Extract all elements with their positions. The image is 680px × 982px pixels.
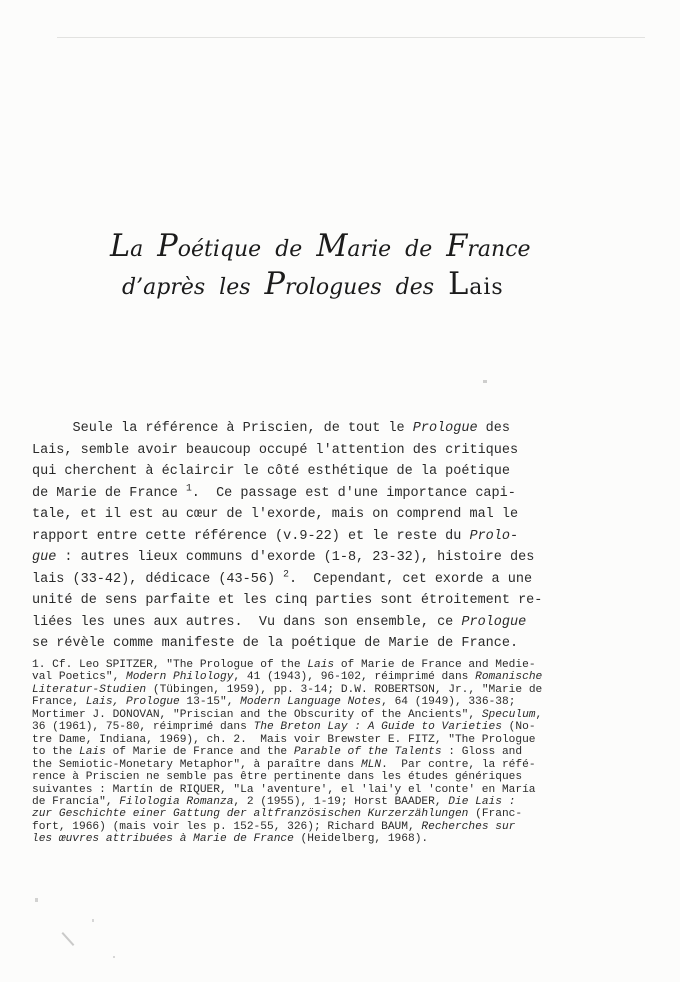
text-segment: Seule la référence à Priscien, de tout le (32, 421, 413, 436)
text-segment: lais (33-42), dédicace (43-56) (32, 571, 284, 587)
text-segment: La Poétique de Marie de France (110, 229, 531, 264)
text-segment: of Marie de France and Medie- (334, 659, 536, 671)
text-segment: , 64 (1949), 336-38; (381, 696, 516, 709)
text-line (32, 418, 542, 440)
text-segment: Prologue (412, 421, 478, 436)
text-segment: tale, et il est au cœur de l'exorde, mais on comprend mal le (32, 507, 519, 522)
text-segment: rence à Priscien ne semble pas être pertinente dans les études génériques (32, 771, 523, 784)
text-line (32, 734, 542, 746)
text-segment: of Marie de France and the (105, 746, 294, 759)
text-segment: Parable of the Talents (293, 746, 442, 759)
text-segment: Modern Philology (126, 671, 234, 684)
text-segment: . Ce passage est d'une importance capi- (191, 485, 516, 501)
text-segment: se révèle comme manifeste de la poétique de Marie de France. (32, 636, 519, 651)
text-segment: rapport entre cette référence (v.9-22) et le reste du (32, 528, 470, 544)
text-segment: Modern Language Notes (240, 696, 382, 709)
text-segment: , 41 (1943), 96-102, réimprimé dans (233, 671, 476, 684)
text-segment: 1 (185, 482, 192, 493)
text-segment: (Tübingen, 1959), pp. 3-14; D.W. ROBERTSON, Jr., "Marie de (146, 683, 543, 696)
text-line (32, 784, 542, 796)
text-segment: de Marie de France (32, 485, 186, 501)
text-line (32, 612, 542, 634)
text-segment: 2 (283, 568, 289, 579)
text-segment: (Heidelberg, 1968). (293, 833, 429, 846)
text-segment: France, (32, 696, 86, 709)
scan-artifact (62, 932, 75, 946)
text-segment: val Poetics", (32, 671, 126, 684)
text-segment: . Par contre, la réfé- (381, 758, 536, 771)
text-segment: Die Lais : (448, 795, 516, 808)
text-line (32, 526, 542, 548)
page-top-rule (57, 37, 645, 38)
text-line (32, 590, 542, 612)
text-segment: Speculum (481, 708, 536, 721)
text-line (32, 504, 542, 526)
text-line (32, 547, 542, 569)
footnote-block (32, 659, 542, 846)
text-segment: (No- (501, 721, 536, 734)
scan-artifact (113, 956, 115, 958)
text-line (32, 721, 542, 733)
text-line (32, 746, 542, 758)
text-line (32, 771, 542, 783)
text-segment: unité de sens parfaite et les cinq parties sont étroitement re- (32, 593, 543, 608)
text-segment: Lais, Prologue (85, 696, 180, 709)
text-segment: Prolo- (469, 528, 519, 544)
text-segment: suivantes : Martín de RIQUER, "La 'aventure', el 'lai'y el 'conte' en María (32, 783, 536, 796)
text-segment: Mortimer J. DONOVAN, "Priscian and the Obscurity of the Ancients", (32, 708, 482, 721)
text-segment: Lais (448, 267, 504, 302)
text-segment: 1. Cf. Leo SPITZER, "The Prologue of the (32, 659, 308, 671)
text-segment: liées les unes aux autres. Vu dans son ensemble, ce (32, 614, 462, 630)
text-line (32, 821, 542, 833)
text-line (32, 440, 542, 462)
text-segment: Prologue (461, 614, 527, 630)
scan-artifact (483, 380, 487, 383)
text-segment: : Gloss and (441, 746, 523, 759)
text-segment: Literatur-Studien (32, 683, 147, 696)
text-segment: to the (32, 746, 79, 759)
text-segment: : autres lieux communs d'exorde (1-8, 23-32), histoire des (56, 550, 535, 565)
text-segment: Lais (307, 659, 335, 671)
text-segment: qui cherchent à éclaircir le côté esthétique de la poétique (32, 464, 510, 479)
text-line (32, 833, 542, 845)
text-segment: Lais, semble avoir beaucoup occupé l'attention des critiques (32, 442, 519, 458)
scan-artifact (35, 898, 38, 902)
text-segment: 13-15", (179, 696, 241, 709)
scan-artifact (92, 919, 94, 922)
text-segment: les œuvres attribuées à Marie de France (32, 833, 294, 846)
text-segment: , (535, 708, 543, 721)
text-segment: Filologia Romanza (119, 795, 234, 808)
text-line (32, 709, 542, 721)
body-paragraph (32, 418, 542, 655)
text-line (32, 483, 542, 505)
text-line (32, 684, 542, 696)
article-title-line-1 (110, 229, 531, 265)
text-line (32, 461, 542, 483)
text-segment: . Cependant, cet exorde a une (289, 571, 533, 587)
text-line (32, 633, 542, 655)
text-segment: Recherches sur (421, 820, 516, 833)
text-segment: , 2 (1955), 1-19; Horst BAADER, (233, 795, 449, 808)
text-line (32, 796, 542, 808)
text-segment: des (477, 421, 510, 436)
text-segment: gue (32, 550, 57, 565)
text-segment: Romanische (475, 671, 543, 684)
text-line (32, 671, 542, 683)
text-segment: 36 (1961), 75-80, réimprimé dans (32, 721, 254, 734)
text-segment: the Semiotic-Monetary Metaphor", à paraître dans (32, 758, 361, 771)
text-segment: d’après les Prologues des (122, 267, 435, 302)
text-segment: The Breton Lay : A Guide to Varieties (253, 721, 502, 734)
text-segment: de Francía", (32, 795, 120, 808)
article-title-line-2 (122, 267, 504, 303)
text-segment: MLN (360, 758, 382, 771)
text-line (32, 659, 542, 671)
text-segment: Lais (79, 746, 106, 759)
text-line (32, 759, 542, 771)
text-line (32, 808, 542, 820)
text-segment: (Franc- (468, 808, 523, 821)
text-segment: fort, 1966) (mais voir les p. 152-55, 326); Richard BAUM, (32, 820, 422, 833)
text-line (32, 569, 542, 591)
text-line (32, 696, 542, 708)
text-segment: tre Dame, Indiana, 1969), ch. 2. Mais voir Brewster E. FITZ, "The Prologue (32, 733, 536, 746)
text-segment: zur Geschichte einer Gattung der altfranzösischen Kurzerzählungen (32, 808, 469, 821)
